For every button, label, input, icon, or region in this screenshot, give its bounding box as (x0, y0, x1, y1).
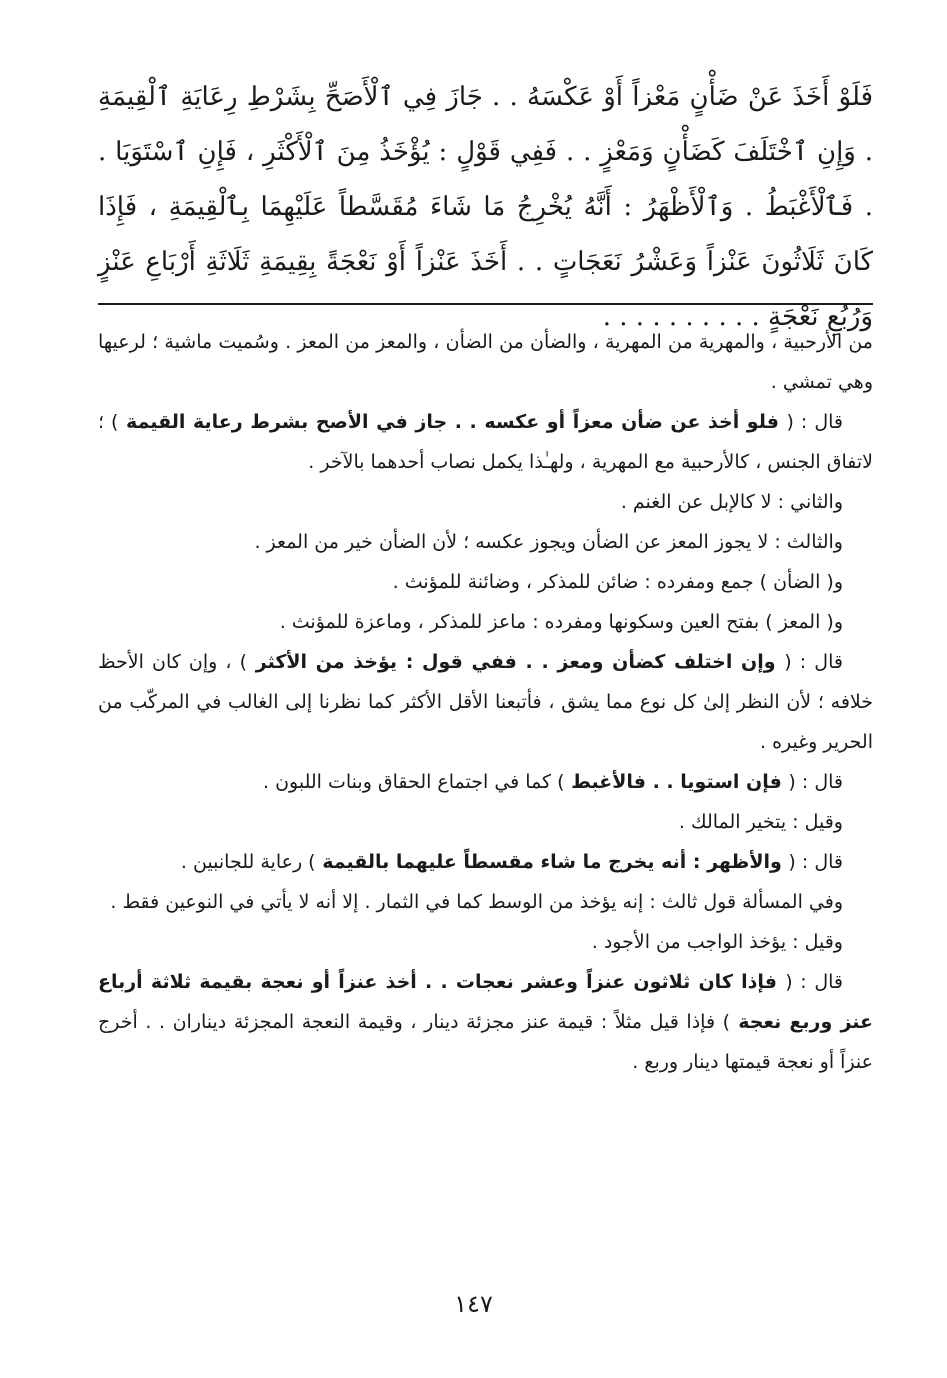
quoted-matn: فإن استويا . . فالأغبط (564, 771, 789, 793)
commentary-paragraph: و( المعز ) بفتح العين وسكونها ومفرده : ماعز للمذكر ، وماعزة للمؤنث . (279, 611, 843, 633)
matn-line: ٱخْتَلَفَ كَضَأْنٍ وَمَعْزٍ . . فَفِي قَوْلٍ : يُؤْخَذُ مِنَ ٱلْأَكْثَرِ ، فَإِنِ ٱسْتَوَيَا . . فَٱلْأَغْبَطُ . (98, 137, 874, 222)
commentary-suffix: ) ؛ لاتفاق الجنس ، كالأرحبية مع المهرية ، ولهـٰذا يكمل نصاب أحدهما بالآخر . (98, 411, 873, 473)
commentary-paragraph (98, 642, 873, 762)
commentary-paragraph: وقيل : يؤخذ الواجب من الأجود . (591, 931, 843, 953)
commentary-prefix: قال : ( (788, 851, 843, 873)
commentary-paragraph: من الأرحبية ، والمهرية من المهرية ، والضأن من الضأن ، والمعز من المعز . وسُميت ماشية ؛ لرعيها وهي تمشي . (98, 331, 873, 393)
commentary-paragraph (98, 962, 873, 1082)
commentary-prefix: قال : ( (785, 971, 843, 993)
page-number: ١٤٧ (454, 1290, 493, 1318)
matn-line: نَعَجَاتٍ . . أَخَذَ عَنْزاً أَوْ نَعْجَةً بِقِيمَةِ ثَلَاثَةِ أَرْبَاعِ عَنْزٍ وَرُبُعِ نَعْجَةٍ . . . . . . . . . . (98, 247, 873, 332)
quoted-matn: فإذا كان ثلاثون عنزاً وعشر نعجات . . أخذ عنزاً أو نعجة بقيمة ثلاثة أرباع عنز وربع نعجة (98, 971, 873, 1033)
commentary-paragraph: وفي المسألة قول ثالث : إنه يؤخذ من الوسط كما في الثمار . إلا أنه لا يأتي في النوعين فقط . (110, 891, 843, 913)
commentary-suffix: ) ، وإن كان الأحظ خلافه ؛ لأن النظر إلىٰ كل نوع مما يشق ، فأتبعنا الأقل الأكثر كما نظرنا إلى الغالب في المركّب من الحرير وغيره . (98, 651, 873, 753)
divider-line (98, 303, 873, 305)
commentary-paragraph: والثاني : لا كالإبل عن الغنم . (620, 491, 843, 513)
matn-line: وَٱلْأَظْهَرُ : أَنَّهُ يُخْرِجُ مَا شَاءَ مُقَسَّطاً عَلَيْهِمَا بِٱلْقِيمَةِ ، فَإِذَا كَانَ ثَلَاثُونَ عَنْزاً وَعَشْرُ (98, 192, 873, 277)
commentary-paragraph (98, 842, 873, 882)
commentary-paragraph: وقيل : يتخير المالك . (678, 811, 843, 833)
commentary-paragraph: و( الضأن ) جمع ومفرده : ضائن للمذكر ، وضائنة للمؤنث . (392, 571, 843, 593)
commentary-prefix: قال : ( (788, 771, 843, 793)
commentary-text (98, 322, 873, 1082)
commentary-prefix: قال : ( (784, 651, 843, 673)
commentary-paragraph: والثالث : لا يجوز المعز عن الضأن ويجوز عكسه ؛ لأن الضأن خير من المعز . (254, 531, 843, 553)
commentary-paragraph (98, 762, 873, 802)
matn-line: فَلَوْ أَخَذَ عَنْ ضَأْنٍ مَعْزاً أَوْ عَكْسَهُ . . جَازَ فِي ٱلْأَصَحِّ بِشَرْطِ رِعَايَةِ ٱلْقِيمَةِ . وَإِنِ (98, 82, 874, 167)
commentary-prefix: قال : ( (786, 411, 843, 433)
commentary-suffix: ) رعاية للجانبين . (180, 851, 316, 873)
quoted-matn: والأظهر : أنه يخرج ما شاء مقسطاً عليهما بالقيمة (315, 851, 789, 873)
commentary-paragraph (98, 402, 873, 482)
commentary-suffix: ) فإذا قيل مثلاً : قيمة عنز مجزئة دينار ، وقيمة النعجة المجزئة ديناران . . أخرج عنزاً أو نعجة قيمتها دينار وربع . (98, 1011, 873, 1073)
quoted-matn: فلو أخذ عن ضأن معزاً أو عكسه . . جاز في الأصح بشرط رعاية القيمة (118, 411, 787, 433)
quoted-matn: وإن اختلف كضأن ومعز . . ففي قول : يؤخذ من الأكثر (247, 651, 785, 673)
commentary-suffix: ) كما في اجتماع الحقاق وبنات اللبون . (263, 771, 565, 793)
